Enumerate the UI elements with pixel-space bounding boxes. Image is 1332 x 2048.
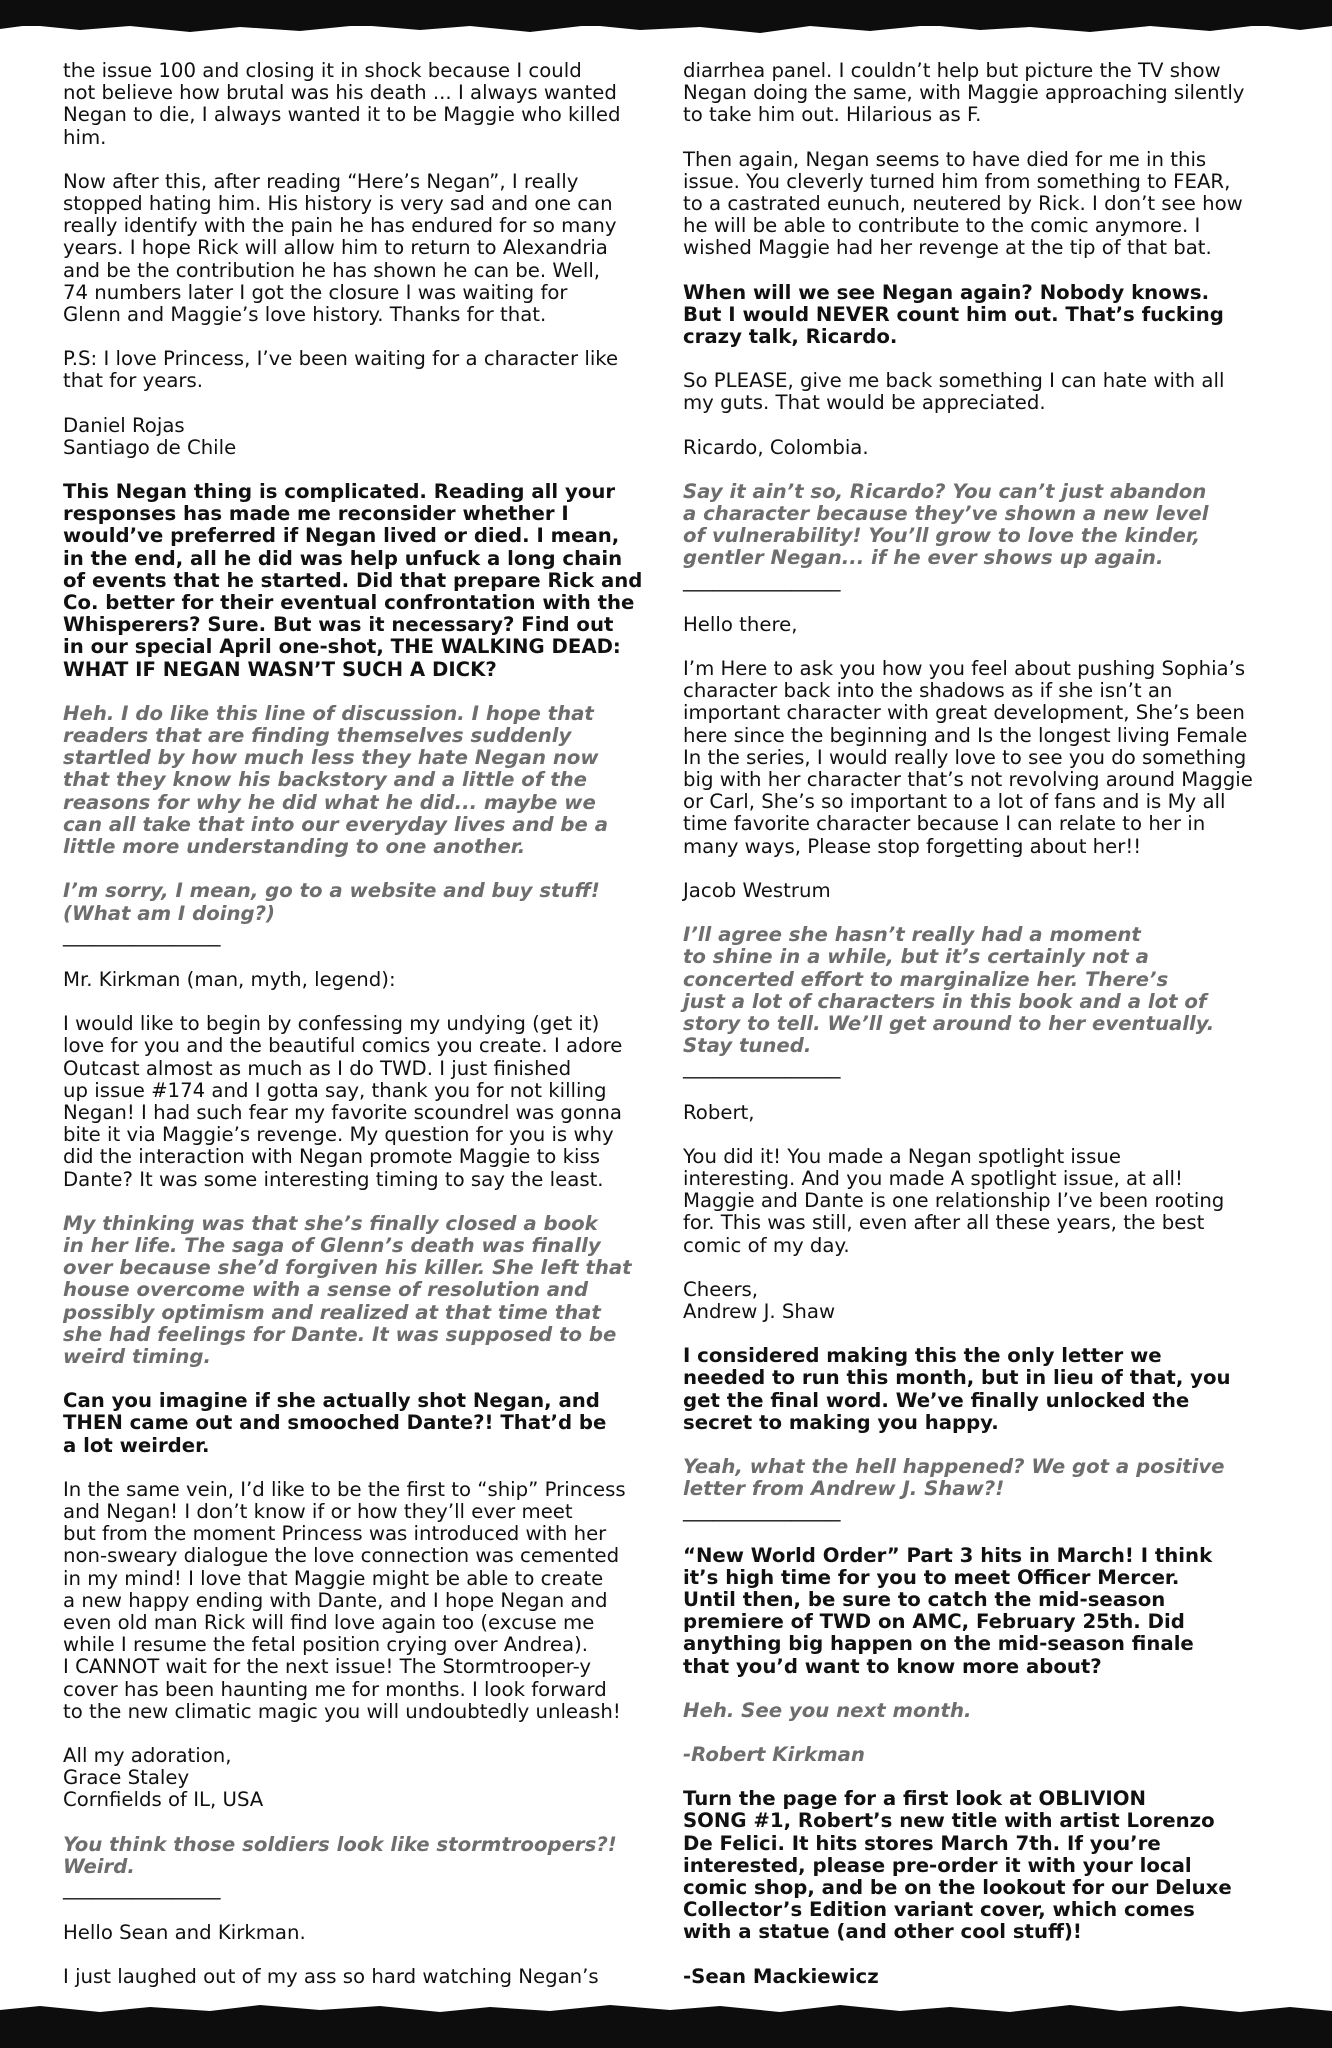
editor-reply-italic: You think those soldiers look like stormtroopers?! Weird. — [63, 1832, 617, 1878]
editor-reply-bold: I considered making this the only letter we needed to run this month, but in lieu of that, you get the final word. We’ve finally unlocked the secret to making you happy. — [683, 1344, 1231, 1434]
editor-reply-italic: My thinking was that she’s finally closed a book in her life. The saga of Glenn’s death was finally over because she’d forgiven his killer. She left that house overcome with a sense of resolution and possibly optimism and realized at that time that she had feelings for Dante. It was supposed to be weird timing. — [63, 1211, 632, 1368]
editor-reply-italic: Say it ain’t so, Ricardo? You can’t just abandon a character because they’ve shown a new level of vulnerability! You’ll grow to love the kinder, gentler Negan... if he ever shows up again. — [683, 479, 1209, 570]
letter-text: diarrhea panel. I couldn’t help but picture the TV show Negan doing the same, with Maggie approaching silently to take him out. Hilarious as F. — [683, 59, 1245, 127]
letter-text: So PLEASE, give me back something I can hate with all my guts. That would be appreciated. — [683, 369, 1225, 415]
letter-text: Now after this, after reading “Here’s Negan”, I really stopped hating him. His history is very sad and one can really identify with the pain he has endured for so many years. I hope Rick will allow him to return to Alexandria and be the contribution he has shown he can be. Well, 74 numbers later I got the closure I was waiting for Glenn and Maggie’s love history. Thanks for that. — [63, 169, 617, 327]
letter-text-bold: When will we see Negan again? Nobody knows. But I would NEVER count him out. That’s fucking crazy talk, Ricardo. — [683, 280, 1224, 349]
letter-signature: Ricardo, Colombia. — [683, 435, 869, 459]
letter-signature: Jacob Westrum — [683, 878, 831, 902]
letter-greeting: Hello there, — [683, 612, 798, 636]
letter-greeting: Hello Sean and Kirkman. — [63, 1921, 306, 1945]
top-rough-edge — [0, 22, 1332, 36]
letter-text: Then again, Negan seems to have died for me in this issue. You cleverly turned him from something to FEAR, to a castrated eunuch, neutered by Rick. I don’t see how he will be able to contribute to the comic anymore. I wished Maggie had her revenge at the tip of that bat. — [683, 147, 1243, 260]
letter-text: You did it! You made a Negan spotlight issue interesting. And you made A spotlight issue, at all! Maggie and Dante is one relationship I’ve been rooting for. This was still, even after all these years, the best comic of my day. — [683, 1144, 1225, 1257]
letter-signature: All my adoration, Grace Staley Cornfields of IL, USA — [63, 1744, 264, 1812]
letter-greeting: Mr. Kirkman (man, myth, legend): — [63, 967, 396, 991]
letter-text: I’m Here to ask you how you feel about pushing Sophia’s character back into the shadows as if she isn’t an important character with great development, She’s been here since the beginning and Is the longest living Female In the series, I would really love to see you do something big with her character that’s not revolving around Maggie or Carl, She’s so important to a lot of fans and is My all time favorite character because I can relate to her in many ways, Please stop forgetting about her!! — [683, 657, 1253, 858]
editor-announcement: Turn the page for a first look at OBLIVION SONG #1, Robert’s new title with artist Lorenzo De Felici. It hits stores March 7th. If you’re interested, please pre-order it with your local comic shop, and be on the lookout for our Deluxe Collector’s Edition variant cover, which comes with a statue (and other cool stuff)! — [683, 1787, 1232, 1944]
letter-separator: ________________ — [63, 1877, 221, 1901]
editor-reply-italic: Heh. See you next month. — [683, 1698, 972, 1722]
right-column — [683, 60, 1283, 2010]
editor-reply-italic: Heh. I do like this line of discussion. I hope that readers that are finding themselves suddenly startled by how much less they hate Negan now that they know his backstory and a little of the reasons for why he did what he did... maybe we can all take that into our everyday lives and be a little more understanding to one another. — [63, 701, 609, 859]
letter-text: the issue 100 and closing it in shock because I could not believe how brutal was his death ... I always wanted Negan to die, I always wanted it to be Maggie who killed him. — [63, 59, 621, 149]
editor-signoff-kirkman: -Robert Kirkman — [683, 1742, 865, 1766]
letter-text: In the same vein, I’d like to be the first to “ship” Princess and Negan! I don’t know if or how they’ll ever meet but from the moment Princess was introduced with her non-sweary dialogue the love connection was cemented in my mind! I love that Maggie might be able to create a new happy ending with Dante, and I hope Negan and even old man Rick will find love again too (excuse me while I resume the fetal position crying over Andrea). I CANNOT wait for the next issue! The Stormtrooper-y cover has been haunting me for months. I look forward to the new climatic magic you will undoubtedly unleash! — [63, 1477, 626, 1723]
letter-separator: ________________ — [63, 923, 221, 947]
editor-reply-bold: Can you imagine if she actually shot Negan, and THEN came out and smooched Dante?! That’d be a lot weirder. — [63, 1389, 607, 1457]
letter-signature: Daniel Rojas Santiago de Chile — [63, 413, 237, 459]
letter-signature: Cheers, Andrew J. Shaw — [683, 1277, 836, 1323]
editor-reply-italic: Yeah, what the hell happened? We got a positive letter from Andrew J. Shaw?! — [683, 1454, 1225, 1501]
editor-reply-bold: This Negan thing is complicated. Reading all your responses has made me reconsider whether I would’ve preferred if Negan lived or died. I mean, in the end, all he did was help unfuck a long chain of events that he started. Did that prepare Rick and Co. better for their eventual confrontation with the Whisperers? Sure. But was it necessary? Find out in our special April one-shot, THE WALKING DEAD: WHAT IF NEGAN WASN’T SUCH A DICK? — [63, 480, 643, 681]
letter-greeting: Robert, — [683, 1100, 755, 1124]
left-column — [63, 60, 663, 2011]
letter-text: I would like to begin by confessing my undying (get it) love for you and the beautiful comics you create. I adore Outcast almost as much as I do TWD. I just finished up issue #174 and I gotta say, thank you for not killing Negan! I had such fear my favorite scoundrel was gonna bite it via Maggie’s revenge. My question for you is why did the interaction with Negan promote Maggie to kiss Dante? It was some interesting timing to say the least. — [63, 1012, 623, 1191]
letter-text: P.S: I love Princess, I’ve been waiting for a character like that for years. — [63, 347, 619, 393]
letter-separator: ________________ — [683, 1056, 841, 1080]
editor-reply-italic: I’m sorry, I mean, go to a website and buy stuff! (What am I doing?) — [63, 879, 600, 925]
letter-text: I just laughed out of my ass so hard watching Negan’s — [63, 1965, 599, 1989]
editor-signoff-sean: -Sean Mackiewicz — [683, 1964, 879, 1988]
letter-separator: ________________ — [683, 1499, 841, 1523]
editor-announcement: “New World Order” Part 3 hits in March! I think it’s high time for you to meet Officer Mercer. Until then, be sure to catch the mid-season premiere of TWD on AMC, February 25th. Did anything big happen on the mid-season finale that you’d want to know more about? — [683, 1543, 1213, 1678]
letter-separator: ________________ — [683, 568, 841, 592]
bottom-ink-border — [0, 2012, 1332, 2048]
editor-reply-italic: I’ll agree she hasn’t really had a moment to shine in a while, but it’s certainly not a concerted effort to marginalize her. There’s just a lot of characters in this book and a lot of story to tell. We’ll get around to her eventually. Stay tuned. — [683, 923, 1215, 1058]
